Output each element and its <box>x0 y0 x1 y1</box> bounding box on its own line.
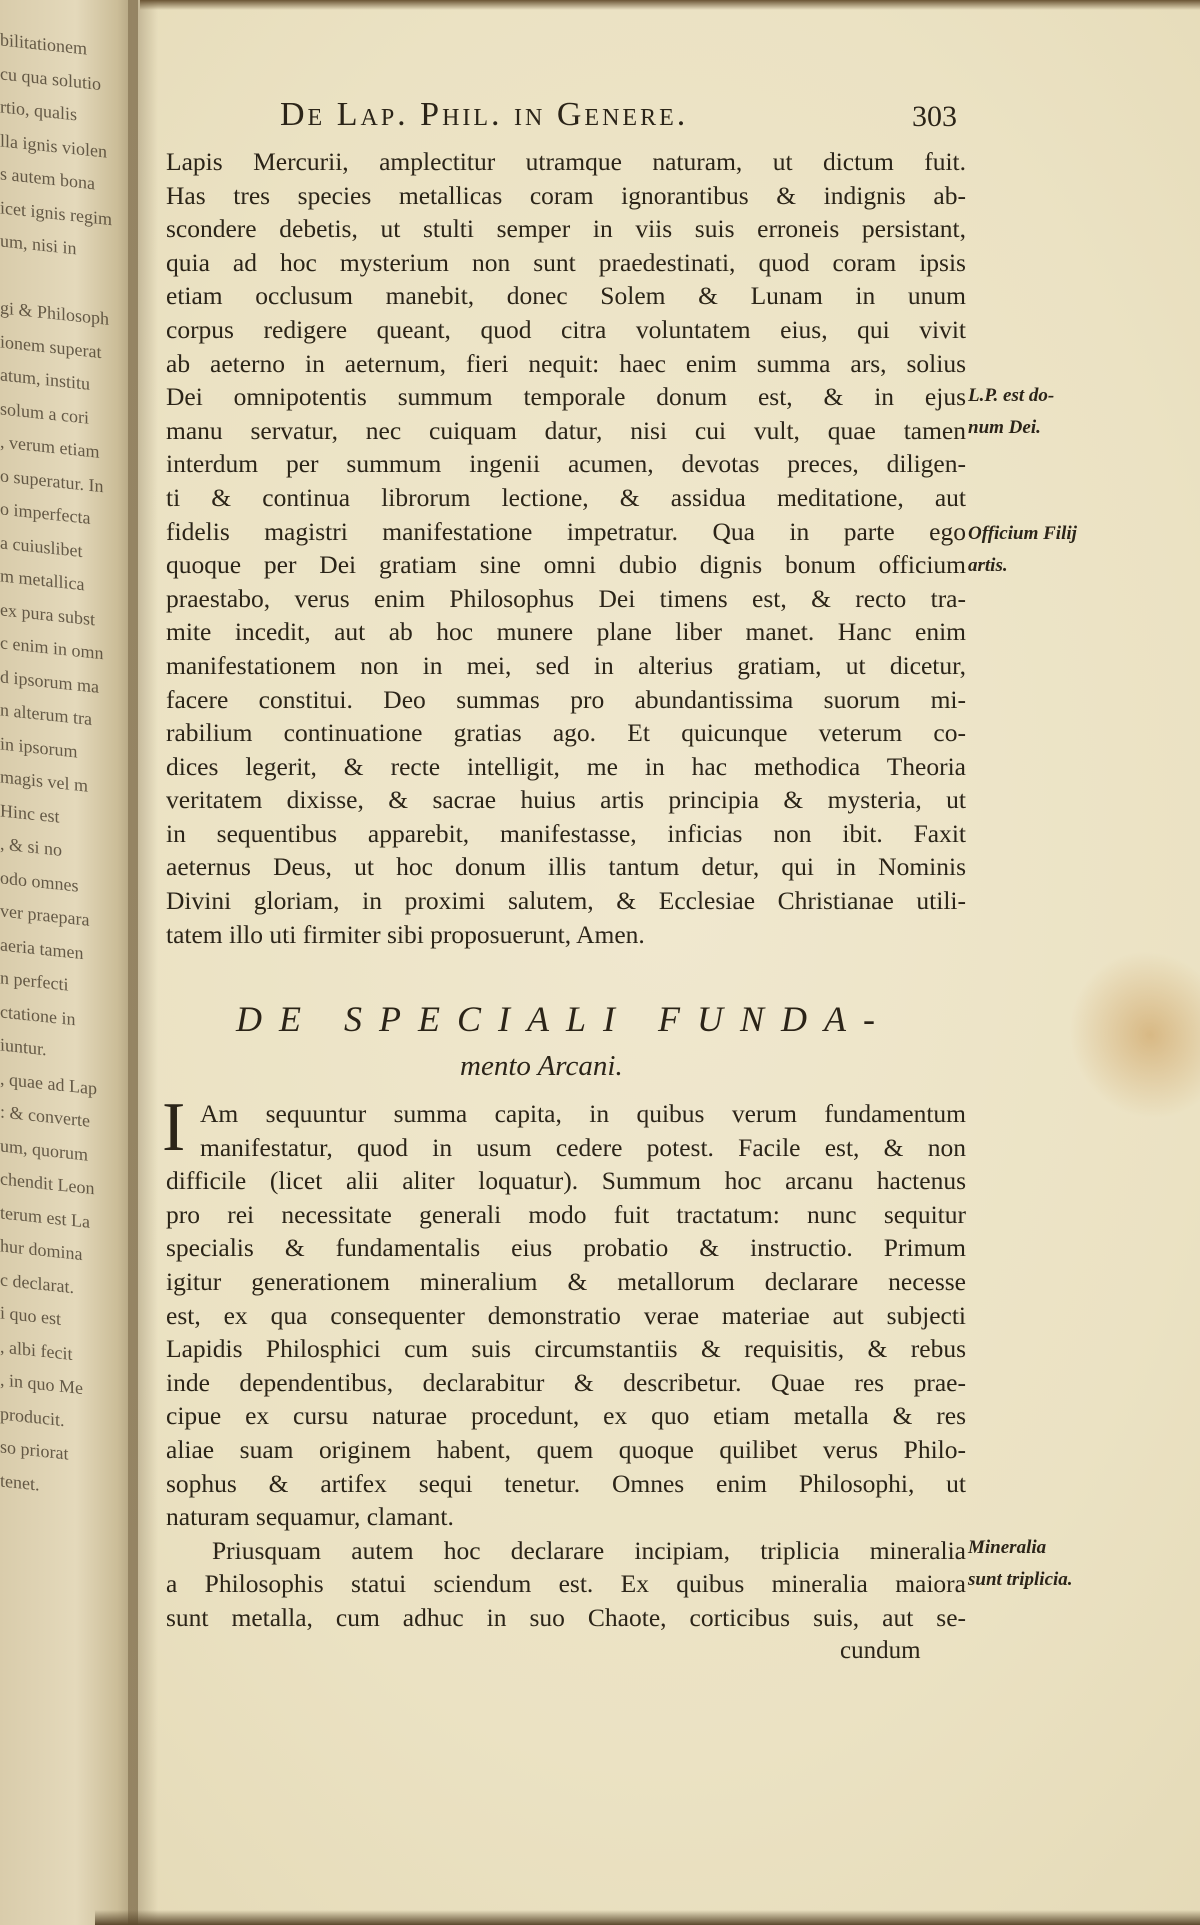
bleed-line: n alterum tra <box>0 699 92 730</box>
bleed-line: d ipsorum ma <box>0 665 99 697</box>
bleed-line: o superatur. In <box>0 464 104 496</box>
bleed-line: ex pura subst <box>0 598 95 629</box>
text-line: aliae suam originem habent, quem quoque quilibet verus Philo- <box>166 1434 966 1464</box>
margin-note-line: num Dei. <box>968 417 1041 438</box>
bleed-line: terum est La <box>0 1201 90 1232</box>
text-line: praestabo, verus enim Philosophus Dei timens est, & recto tra- <box>166 583 966 613</box>
text-line: quia ad hoc mysterium non sunt praedestinati, quod coram ipsis <box>166 247 966 277</box>
text-line: rabilium continuatione gratias ago. Et quicunque veterum co- <box>166 718 966 748</box>
text-line: igitur generationem mineralium & metallorum declarare necesse <box>166 1266 966 1296</box>
text-line: a Philosophis statui sciendum est. Ex quibus mineralia maiora <box>166 1569 966 1599</box>
bleed-line: m metallica <box>0 565 85 595</box>
bleed-line: c declarat. <box>0 1268 74 1297</box>
bleed-line: , quae ad Lap <box>0 1067 97 1099</box>
bleed-line: i quo est <box>0 1302 61 1329</box>
text-line: dices legerit, & recte intelligit, me in hac methodica Theoria <box>166 751 966 781</box>
text-line: pro rei necessitate generali modo fuit tractatum: nunc sequitur <box>166 1199 966 1229</box>
bleed-line: , & si no <box>0 833 63 860</box>
text-line: sunt metalla, cum adhuc in suo Chaote, corticibus suis, aut se- <box>166 1602 966 1632</box>
bleed-line: aeria tamen <box>0 933 84 963</box>
text-line: mite incedit, aut ab hoc munere plane liber manet. Hanc enim <box>166 617 966 647</box>
bleed-line: chendit Leon <box>0 1168 95 1199</box>
margin-note-line: sunt triplicia. <box>968 1569 1073 1590</box>
bleed-line: , albi fecit <box>0 1335 73 1364</box>
top-page-edge <box>140 0 1200 10</box>
margin-note-line: Officium Filij <box>968 523 1077 544</box>
bleed-line: ver praepara <box>0 900 90 930</box>
bleed-line: tenet. <box>0 1469 40 1495</box>
bleed-line: : & converte <box>0 1101 90 1131</box>
bleed-line: o imperfecta <box>0 498 91 528</box>
bleed-line: gi & Philosoph <box>0 297 110 329</box>
bleed-line: c enim in omn <box>0 632 104 664</box>
bleed-line: ctatione in <box>0 1000 76 1029</box>
text-line: interdum per summum ingenii acumen, devotas preces, diligen- <box>166 449 966 479</box>
bleed-line: atum, institu <box>0 364 90 394</box>
text-line: manu servatur, nec cuiquam datur, nisi cui vult, quae tamen <box>166 415 966 445</box>
running-head-title: De Lap. Phil. in Genere. <box>280 96 689 133</box>
running-head <box>280 96 1080 134</box>
text-line: sophus & artifex sequi tenetur. Omnes enim Philosophi, ut <box>166 1468 966 1498</box>
bleed-line: Hinc est <box>0 799 60 827</box>
bleed-line: solum a cori <box>0 397 89 428</box>
bleed-line: n perfecti <box>0 967 69 995</box>
text-line: manifestatur, quod in usum cedere potest. Facile est, & non <box>200 1132 966 1162</box>
bleed-line: , in quo Me <box>0 1369 83 1399</box>
bleed-line: producit. <box>0 1402 65 1430</box>
bleed-line: lla ignis violen <box>0 129 107 162</box>
bleed-through-text <box>0 23 125 1510</box>
bleed-line: so priorat <box>0 1436 69 1464</box>
bleed-line: bilitationem <box>0 29 87 59</box>
text-line: Has tres species metallicas coram ignorantibus & indignis ab- <box>166 180 966 210</box>
text-line: Lapis Mercurii, amplectitur utramque naturam, ut dictum fuit. <box>166 147 966 176</box>
margin-note-officium <box>968 518 1168 582</box>
bleed-line: a cuiuslibet <box>0 531 83 561</box>
section-subtitle: mento Arcani. <box>460 1050 623 1082</box>
paragraph-1 <box>166 145 966 951</box>
text-line: in sequentibus apparebit, manifestasse, inficias non ibit. Faxit <box>166 818 966 848</box>
text-line: aeternus Deus, ut hoc donum illis tantum detur, qui in Nominis <box>166 852 966 882</box>
text-line: fidelis magistri manifestatione impetratur. Qua in parte ego <box>166 516 966 546</box>
text-line: naturam sequamur, clamant. <box>166 1502 454 1532</box>
bleed-line: icet ignis regim <box>0 196 112 229</box>
text-line: ti & continua librorum lectione, & assidua meditatione, aut <box>166 482 966 512</box>
bleed-line: rtio, qualis <box>0 96 77 125</box>
text-line: difficile (licet alii aliter loquatur). Summum hoc arcanu hactenus <box>166 1166 966 1196</box>
text-line: scondere debetis, ut stulti semper in viis suis erroneis persistant, <box>166 214 966 244</box>
catchword: cundum <box>840 1637 921 1664</box>
text-line: manifestationem non in mei, sed in alterius gratiam, ut dicetur, <box>166 650 966 680</box>
text-line: Lapidis Philosphici cum suis circumstantiis & requisitis, & rebus <box>166 1334 966 1364</box>
page-number: 303 <box>912 100 957 133</box>
text-line: inde dependentibus, declarabitur & describetur. Quae res prae- <box>166 1367 966 1397</box>
text-line: Divini gloriam, in proximi salutem, & Ecclesiae Christianae utili- <box>166 886 966 916</box>
bleed-line: , verum etiam <box>0 431 100 462</box>
text-line: specialis & fundamentalis eius probatio & instructio. Primum <box>166 1233 966 1263</box>
bleed-line: cu qua solutio <box>0 62 101 94</box>
text-line: facere constitui. Deo summas pro abundantissima suorum mi- <box>166 684 966 714</box>
section-title: DE SPECIALI FUNDA- <box>236 999 892 1039</box>
text-line: veritatem dixisse, & sacrae huius artis principia & mysteria, ut <box>166 785 966 815</box>
text-line: Am sequuntur summa capita, in quibus verum fundamentum <box>200 1099 966 1128</box>
margin-note-donum-dei <box>968 380 1168 444</box>
bleed-line: odo omnes <box>0 866 79 896</box>
bleed-line: um, quorum <box>0 1134 88 1165</box>
text-line: cipue ex cursu naturae procedunt, ex quo etiam metalla & res <box>166 1401 966 1431</box>
bottom-page-edge <box>95 1910 1200 1925</box>
bleed-line: in ipsorum <box>0 732 78 762</box>
gutter-shadow <box>128 0 158 1925</box>
margin-note-line: artis. <box>968 555 1008 576</box>
margin-note-line: L.P. est do- <box>968 385 1055 406</box>
text-line: corpus redigere queant, quod citra voluntatem eius, qui vivit <box>166 314 966 344</box>
text-line: est, ex qua consequenter demonstratio verae materiae aut subjecti <box>166 1300 966 1330</box>
text-line: etiam occlusum manebit, donec Solem & Lunam in unum <box>166 281 966 311</box>
bleed-line: magis vel m <box>0 766 88 796</box>
text-line: ab aeterno in aeternum, fieri nequit: haec enim summa ars, solius <box>166 348 966 378</box>
facing-page-edge <box>0 0 138 1925</box>
bleed-line: iuntur. <box>0 1034 47 1060</box>
bleed-line: um, nisi in <box>0 230 77 259</box>
bleed-line: ionem superat <box>0 330 102 362</box>
bleed-line: s autem bona <box>0 163 95 194</box>
text-line: Priusquam autem hoc declarare incipiam, triplicia mineralia <box>212 1535 966 1565</box>
drop-cap: I <box>162 1089 186 1166</box>
text-line: quoque per Dei gratiam sine omni dubio dignis bonum officium <box>166 550 966 580</box>
margin-note-line: Mineralia <box>968 1537 1047 1558</box>
text-line: tatem illo uti firmiter sibi proposuerunt, Amen. <box>166 919 645 949</box>
paragraph-2-and-3 <box>166 1097 966 1635</box>
margin-note-mineralia <box>968 1532 1168 1596</box>
bleed-line: hur domina <box>0 1235 83 1265</box>
text-line: Dei omnipotentis summum temporale donum est, & in ejus <box>166 382 966 412</box>
